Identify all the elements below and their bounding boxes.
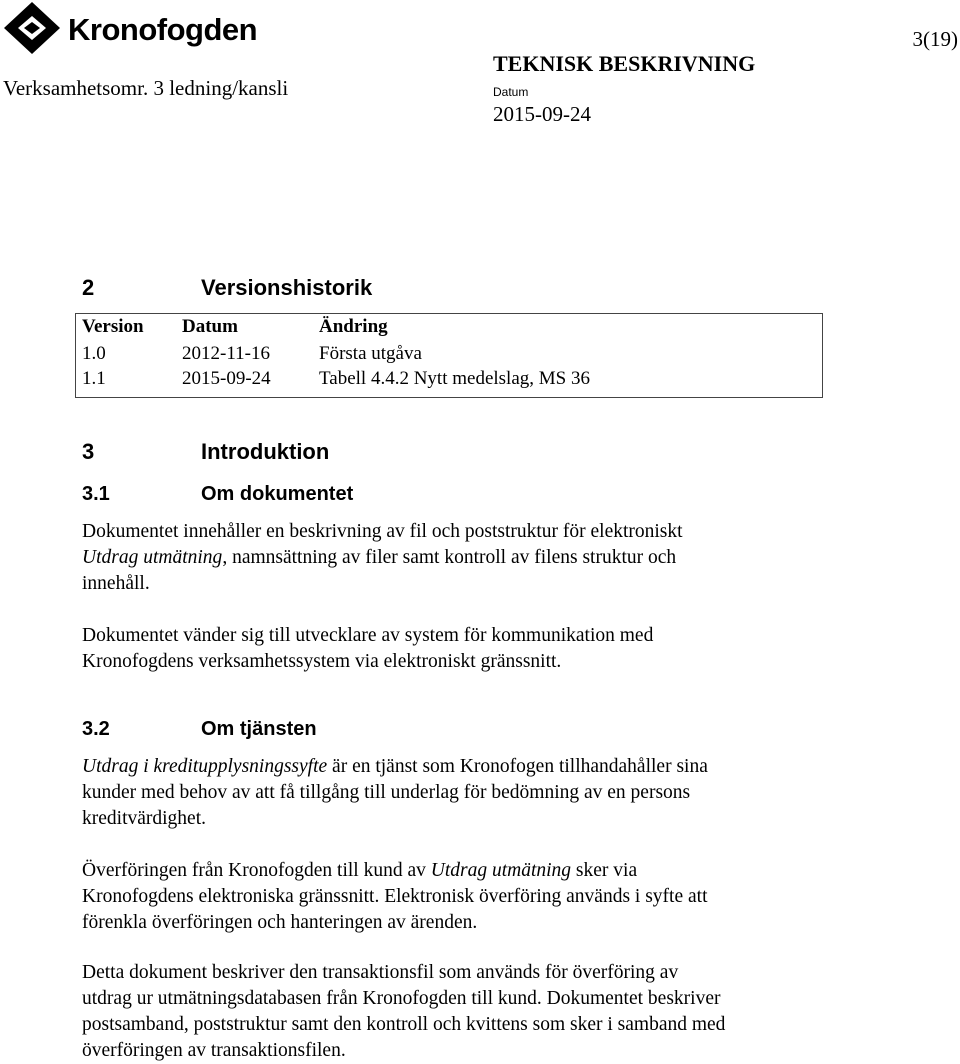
- kronofogden-logo: [2, 0, 262, 56]
- paragraph: [82, 858, 842, 936]
- section-title: Om tjänsten: [201, 718, 317, 740]
- italic-term: Utdrag utmätning: [82, 547, 223, 568]
- table-header-row: [75, 313, 823, 341]
- document-type: TEKNISK BESKRIVNING: [493, 51, 756, 76]
- table-row: [75, 366, 823, 391]
- section-number: 3.2: [82, 718, 110, 740]
- page-number: 3(19): [912, 27, 958, 51]
- logo-text: Kronofogden: [68, 12, 258, 47]
- paragraph: [82, 754, 842, 832]
- italic-term: Utdrag utmätning: [430, 860, 572, 881]
- italic-term: Utdrag i kreditupplysningssyfte: [82, 756, 328, 777]
- section-number: 3.1: [82, 483, 110, 505]
- table-row: [75, 341, 823, 366]
- text-span: sker via: [571, 860, 638, 881]
- text-line: Dokumentet innehåller en beskrivning av fil och poststruktur för elektroniskt: [82, 521, 683, 542]
- date-label: Datum: [493, 85, 529, 99]
- section-number: 2: [82, 275, 95, 300]
- text-line: utdrag ur utmätningsdatabasen från Kronofogden till kund. Dokumentet beskriver: [82, 988, 721, 1009]
- text-span: är en tjänst som Kronofogen tillhandahåller sina: [327, 756, 708, 777]
- table-cell: 2012-11-16: [182, 343, 270, 364]
- table-cell: Första utgåva: [319, 343, 422, 364]
- paragraph: [82, 960, 842, 1064]
- text-line: Kronofogdens verksamhetssystem via elektroniskt gränssnitt.: [82, 651, 562, 672]
- paragraph: [82, 623, 842, 675]
- text-line: kunder med behov av att få tillgång till underlag för bedömning av en persons: [82, 782, 691, 803]
- text-line: Dokumentet vänder sig till utvecklare av system för kommunikation med: [82, 625, 654, 646]
- text-line: överföringen av transaktionsfilen.: [82, 1040, 346, 1061]
- text-line: [82, 545, 842, 571]
- text-span: , namnsättning av filer samt kontroll av filens struktur och: [222, 547, 677, 568]
- text-line: Kronofogdens elektroniska gränssnitt. Elektronisk överföring används i syfte att: [82, 886, 708, 907]
- table-cell: Tabell 4.4.2 Nytt medelslag, MS 36: [319, 368, 590, 389]
- date-value: 2015-09-24: [493, 102, 591, 126]
- section-number: 3: [82, 439, 95, 464]
- text-line: innehåll.: [82, 573, 150, 594]
- text-line: förenkla överföringen och hanteringen av ärenden.: [82, 912, 478, 933]
- org-unit: Verksamhetsomr. 3 ledning/kansli: [3, 76, 289, 100]
- text-line: postsamband, poststruktur samt den kontroll och kvittens som sker i samband med: [82, 1014, 726, 1035]
- text-line: kreditvärdighet.: [82, 808, 206, 829]
- table-cell: 2015-09-24: [182, 368, 271, 389]
- column-header-datum: Datum: [182, 316, 238, 337]
- column-header-version: Version: [82, 316, 144, 337]
- diamond-logo-icon: [2, 0, 64, 56]
- paragraph: [82, 519, 842, 597]
- table-cell: 1.0: [82, 343, 106, 364]
- section-title: Introduktion: [201, 439, 330, 464]
- section-title: Versionshistorik: [201, 275, 373, 300]
- section-title: Om dokumentet: [201, 483, 354, 505]
- column-header-andring: Ändring: [319, 316, 388, 337]
- table-cell: 1.1: [82, 368, 106, 389]
- text-line: Detta dokument beskriver den transaktionsfil som används för överföring av: [82, 962, 679, 983]
- version-table: [75, 313, 823, 391]
- text-span: Överföringen från Kronofogden till kund av: [82, 860, 431, 881]
- text-line: [82, 858, 842, 884]
- text-line: [82, 754, 842, 780]
